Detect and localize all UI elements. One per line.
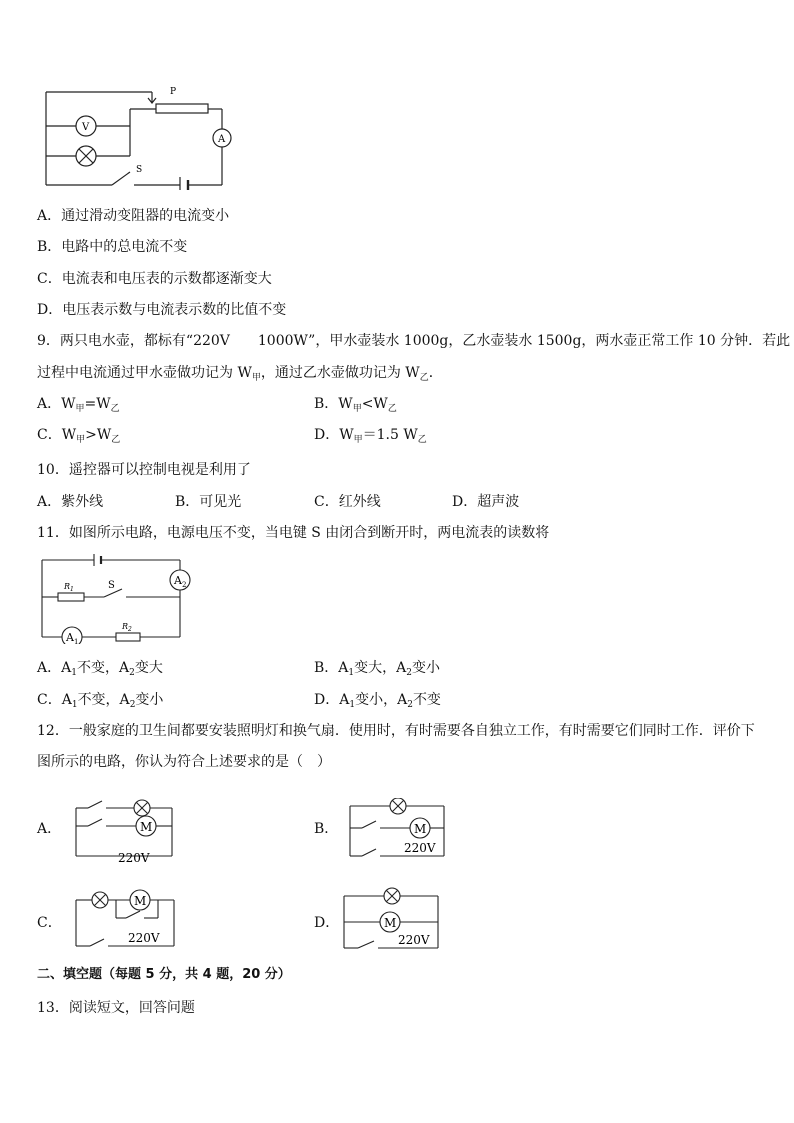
q9-stem-line1: 9．两只电水壶，都标有“220V 1000W”，甲水壶装水 1000g，乙水壶装水 1500g，两水壶正常工作 10 分钟．若此: [37, 333, 791, 349]
q12-b-voltage: 220V: [404, 841, 436, 855]
q11-option-c: C．$A_1$不变，$A_2$变小: [37, 692, 164, 710]
q11-circuit-diagram: [38, 548, 194, 644]
q12-circuit-c: [70, 888, 180, 952]
q13-stem: 13．阅读短文，回答问题: [37, 1000, 195, 1016]
q11-option-b: B．$A_1$变大，$A_2$变小: [314, 660, 440, 678]
q12-option-a-label: A．: [37, 821, 62, 837]
q8-ammeter-label: A: [218, 134, 226, 145]
q12-circuit-a: [70, 796, 180, 866]
q10-stem: 10．遥控器可以控制电视是利用了: [37, 462, 251, 478]
q11-ammeter2-label: $A_2$: [174, 574, 187, 589]
q8-switch-label: S: [136, 165, 143, 175]
q12-stem-line1: 12．一般家庭的卫生间都要安装照明灯和换气扇．使用时，有时需要各自独立工作，有时需要它们同时工作．评价下: [37, 723, 755, 739]
q8-option-b: B．电路中的总电流不变: [37, 239, 188, 255]
q10-option-c: C．红外线: [314, 494, 381, 510]
q8-option-d: D．电压表示数与电流表示数的比值不变: [37, 302, 287, 318]
q12-option-c-label: C．: [37, 915, 62, 931]
q12-d-voltage: 220V: [398, 933, 430, 947]
q11-stem: 11．如图所示电路，电源电压不变，当电键 S 由闭合到断开时，两电流表的读数将: [37, 525, 550, 541]
section-2-title: 二、填空题（每题 5 分，共 4 题，20 分）: [37, 967, 291, 982]
q11-r2-label: $R_2$: [122, 622, 132, 633]
q11-ammeter1-label: $A_1$: [66, 631, 79, 644]
q12-stem-line2: 图所示的电路，你认为符合上述要求的是（ ）: [37, 754, 331, 770]
q8-option-c: C．电流表和电压表的示数都逐渐变大: [37, 271, 272, 287]
q9-option-c: C．$W_甲>W_乙$: [37, 427, 121, 445]
q12-c-voltage: 220V: [128, 931, 160, 945]
q11-option-d: D．$A_1$变小，$A_2$不变: [314, 692, 441, 710]
q9-option-b: B．$W_甲<W_乙$: [314, 396, 397, 414]
q12-circuit-b: [344, 798, 450, 862]
q10-option-a: A．紫外线: [37, 494, 104, 510]
q8-circuit-diagram: [40, 84, 240, 190]
q11-option-a: A．$A_1$不变，$A_2$变大: [37, 660, 163, 678]
q9-option-d: D．$W_甲=1.5$ $W_乙$: [314, 427, 427, 445]
q12-d-motor-label: M: [384, 916, 397, 930]
q12-option-d-label: D．: [314, 915, 340, 931]
q12-b-motor-label: M: [414, 822, 427, 836]
q8-label-p: P: [170, 87, 177, 97]
q12-c-motor-label: M: [134, 894, 147, 908]
q12-a-motor-label: M: [140, 820, 153, 834]
q10-option-b: B．可见光: [175, 494, 242, 510]
q9-option-a: A．$W_甲=W_乙$: [37, 396, 120, 414]
q11-r1-label: $R_1$: [64, 582, 74, 593]
q12-a-voltage: 220V: [118, 851, 150, 865]
q8-voltmeter-label: V: [82, 122, 90, 133]
q8-option-a: A．通过滑动变阻器的电流变小: [37, 208, 230, 224]
q12-circuit-d: [338, 884, 444, 954]
q9-stem-line2: 过程中电流通过甲水壶做功记为 $W_甲$，通过乙水壶做功记为 $W_乙$．: [37, 365, 443, 383]
q10-option-d: D．超声波: [452, 494, 520, 510]
q12-option-b-label: B．: [314, 821, 339, 837]
q11-switch-label: S: [108, 580, 115, 591]
